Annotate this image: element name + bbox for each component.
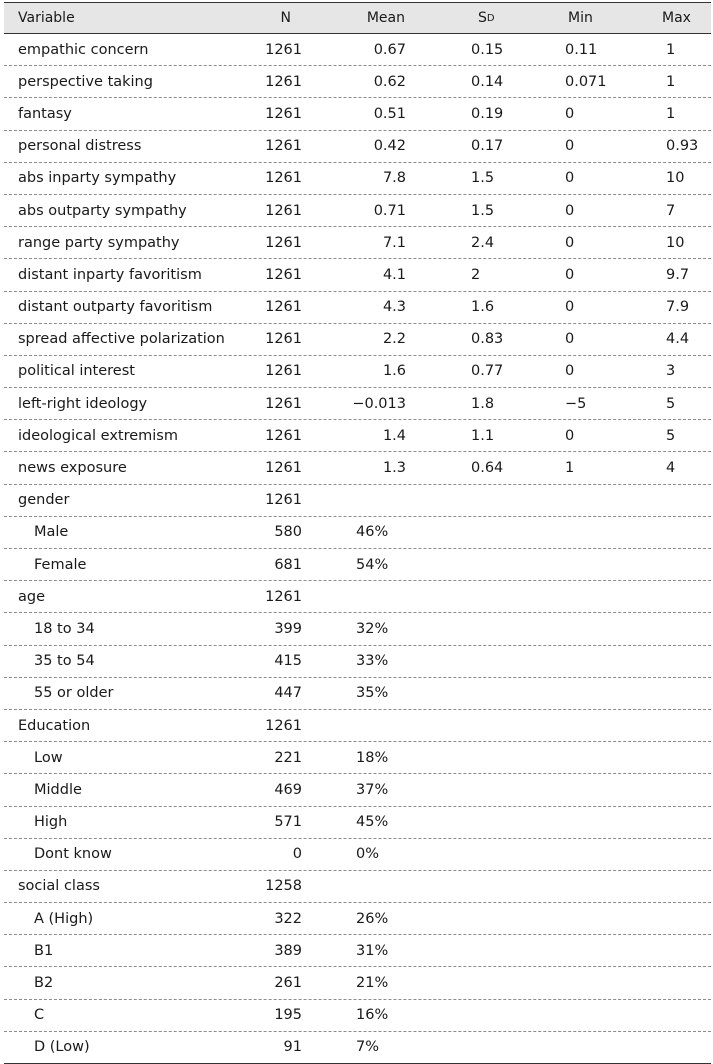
table-row bbox=[4, 292, 711, 324]
cell-min: 0 bbox=[565, 138, 575, 155]
cell-n: 1261 bbox=[265, 138, 302, 155]
cell-max: 1 bbox=[666, 73, 676, 90]
cell-variable: 18 to 34 bbox=[34, 620, 95, 637]
cell-n: 261 bbox=[274, 975, 302, 992]
cell-percent: 26% bbox=[356, 910, 389, 927]
cell-variable: B1 bbox=[34, 942, 54, 959]
cell-variable: abs outparty sympathy bbox=[18, 202, 187, 219]
cell-variable: 35 to 54 bbox=[34, 653, 95, 670]
cell-variable: High bbox=[34, 814, 68, 831]
cell-n: 0 bbox=[292, 846, 302, 863]
cell-max: 9.7 bbox=[666, 266, 690, 283]
cell-variable: C bbox=[34, 1007, 45, 1024]
cell-variable: empathic concern bbox=[18, 41, 149, 58]
header-mean: Mean bbox=[366, 10, 405, 26]
cell-n: 1261 bbox=[265, 588, 302, 605]
table-subrow bbox=[4, 967, 711, 999]
table-row bbox=[4, 66, 711, 98]
cell-min: 0 bbox=[565, 105, 575, 122]
cell-mean: 0.67 bbox=[373, 41, 406, 58]
table-body bbox=[4, 34, 711, 1064]
cell-n: 415 bbox=[274, 653, 302, 670]
header-variable: Variable bbox=[18, 10, 75, 26]
cell-variable: age bbox=[18, 588, 46, 605]
cell-variable: D (Low) bbox=[34, 1039, 90, 1056]
cell-n: 1258 bbox=[265, 878, 302, 895]
table-subrow bbox=[4, 1000, 711, 1032]
table-row bbox=[4, 259, 711, 291]
cell-variable: Middle bbox=[34, 781, 82, 798]
cell-n: 1261 bbox=[265, 395, 302, 412]
cell-min: 1 bbox=[565, 460, 575, 477]
cell-sd: 2 bbox=[471, 266, 481, 283]
cell-variable: Dont know bbox=[34, 846, 112, 863]
cell-percent: 37% bbox=[356, 781, 389, 798]
cell-max: 10 bbox=[666, 234, 685, 251]
cell-n: 1261 bbox=[265, 266, 302, 283]
cell-mean: 4.3 bbox=[382, 299, 406, 316]
table-header-row bbox=[4, 2, 711, 34]
cell-max: 1 bbox=[666, 41, 676, 58]
cell-n: 1261 bbox=[265, 73, 302, 90]
table-subrow bbox=[4, 774, 711, 806]
cell-n: 1261 bbox=[265, 460, 302, 477]
table-subrow bbox=[4, 935, 711, 967]
cell-percent: 54% bbox=[356, 556, 389, 573]
cell-max: 7.9 bbox=[666, 299, 690, 316]
cell-variable: Low bbox=[34, 749, 63, 766]
table-row bbox=[4, 871, 711, 903]
cell-max: 4.4 bbox=[666, 331, 690, 348]
cell-variable: political interest bbox=[18, 363, 135, 380]
cell-mean: 0.62 bbox=[373, 73, 406, 90]
cell-mean: 0.42 bbox=[373, 138, 406, 155]
cell-min: 0 bbox=[565, 331, 575, 348]
cell-min: 0 bbox=[565, 299, 575, 316]
cell-n: 469 bbox=[274, 781, 302, 798]
cell-sd: 0.15 bbox=[471, 41, 504, 58]
table-row bbox=[4, 131, 711, 163]
table-subrow bbox=[4, 678, 711, 710]
cell-variable: social class bbox=[18, 878, 100, 895]
cell-variable: distant outparty favoritism bbox=[18, 299, 213, 316]
cell-n: 1261 bbox=[265, 331, 302, 348]
cell-mean: −0.013 bbox=[352, 395, 406, 412]
header-sd-smallcaps: D bbox=[486, 12, 495, 24]
table-subrow bbox=[4, 549, 711, 581]
table-subrow bbox=[4, 1032, 711, 1064]
cell-n: 399 bbox=[274, 620, 302, 637]
table-row bbox=[4, 227, 711, 259]
cell-min: 0 bbox=[565, 170, 575, 187]
cell-percent: 32% bbox=[356, 620, 389, 637]
table-row bbox=[4, 388, 711, 420]
cell-min: 0.071 bbox=[565, 73, 607, 90]
table-subrow bbox=[4, 517, 711, 549]
cell-percent: 21% bbox=[356, 975, 389, 992]
cell-mean: 1.3 bbox=[382, 460, 406, 477]
cell-variable: gender bbox=[18, 492, 70, 509]
cell-variable: abs inparty sympathy bbox=[18, 170, 177, 187]
cell-variable: B2 bbox=[34, 975, 54, 992]
cell-sd: 0.83 bbox=[471, 331, 504, 348]
cell-n: 389 bbox=[274, 942, 302, 959]
cell-sd: 0.77 bbox=[471, 363, 504, 380]
table-row bbox=[4, 163, 711, 195]
cell-sd: 2.4 bbox=[471, 234, 495, 251]
header-sd bbox=[478, 3, 495, 33]
cell-min: 0 bbox=[565, 202, 575, 219]
cell-n: 447 bbox=[274, 685, 302, 702]
cell-max: 7 bbox=[666, 202, 676, 219]
table-row bbox=[4, 581, 711, 613]
header-n: N bbox=[280, 10, 291, 26]
cell-max: 5 bbox=[666, 395, 676, 412]
cell-mean: 1.4 bbox=[382, 427, 406, 444]
table-subrow bbox=[4, 839, 711, 871]
cell-mean: 2.2 bbox=[382, 331, 406, 348]
table-row bbox=[4, 195, 711, 227]
cell-variable: Education bbox=[18, 717, 91, 734]
cell-percent: 16% bbox=[356, 1007, 389, 1024]
cell-sd: 0.64 bbox=[471, 460, 504, 477]
cell-sd: 1.1 bbox=[471, 427, 495, 444]
cell-sd: 0.14 bbox=[471, 73, 504, 90]
cell-mean: 0.51 bbox=[373, 105, 406, 122]
cell-max: 5 bbox=[666, 427, 676, 444]
cell-sd: 1.8 bbox=[471, 395, 495, 412]
table-subrow bbox=[4, 903, 711, 935]
cell-variable: fantasy bbox=[18, 105, 72, 122]
table-row bbox=[4, 452, 711, 484]
table-subrow bbox=[4, 613, 711, 645]
cell-n: 1261 bbox=[265, 41, 302, 58]
table-row bbox=[4, 710, 711, 742]
cell-min: 0 bbox=[565, 427, 575, 444]
table-subrow bbox=[4, 646, 711, 678]
cell-mean: 4.1 bbox=[382, 266, 406, 283]
cell-variable: range party sympathy bbox=[18, 234, 180, 251]
cell-n: 322 bbox=[274, 910, 302, 927]
cell-n: 195 bbox=[274, 1007, 302, 1024]
descriptive-statistics-table bbox=[4, 2, 711, 1064]
cell-percent: 18% bbox=[356, 749, 389, 766]
cell-percent: 7% bbox=[356, 1039, 380, 1056]
cell-max: 10 bbox=[666, 170, 685, 187]
cell-n: 221 bbox=[274, 749, 302, 766]
cell-min: 0 bbox=[565, 266, 575, 283]
cell-n: 681 bbox=[274, 556, 302, 573]
cell-variable: perspective taking bbox=[18, 73, 153, 90]
cell-percent: 33% bbox=[356, 653, 389, 670]
cell-variable: Female bbox=[34, 556, 87, 573]
cell-percent: 45% bbox=[356, 814, 389, 831]
cell-variable: 55 or older bbox=[34, 685, 114, 702]
cell-mean: 0.71 bbox=[373, 202, 406, 219]
table-row bbox=[4, 34, 711, 66]
cell-sd: 1.6 bbox=[471, 299, 495, 316]
table-subrow bbox=[4, 742, 711, 774]
cell-variable: news exposure bbox=[18, 460, 127, 477]
cell-n: 1261 bbox=[265, 363, 302, 380]
table-row bbox=[4, 356, 711, 388]
cell-n: 1261 bbox=[265, 299, 302, 316]
table-subrow bbox=[4, 807, 711, 839]
cell-variable: A (High) bbox=[34, 910, 94, 927]
cell-max: 1 bbox=[666, 105, 676, 122]
header-min: Min bbox=[568, 10, 593, 26]
cell-min: 0.11 bbox=[565, 41, 598, 58]
header-sd-initial: S bbox=[478, 10, 487, 26]
table-row bbox=[4, 420, 711, 452]
cell-variable: distant inparty favoritism bbox=[18, 266, 202, 283]
cell-variable: Male bbox=[34, 524, 69, 541]
cell-mean: 7.1 bbox=[382, 234, 406, 251]
cell-n: 1261 bbox=[265, 234, 302, 251]
cell-n: 1261 bbox=[265, 202, 302, 219]
cell-n: 1261 bbox=[265, 492, 302, 509]
table-row bbox=[4, 485, 711, 517]
cell-n: 1261 bbox=[265, 105, 302, 122]
cell-variable: left-right ideology bbox=[18, 395, 148, 412]
cell-sd: 1.5 bbox=[471, 202, 495, 219]
cell-variable: personal distress bbox=[18, 138, 142, 155]
cell-mean: 1.6 bbox=[382, 363, 406, 380]
table-row bbox=[4, 98, 711, 130]
cell-percent: 31% bbox=[356, 942, 389, 959]
cell-variable: ideological extremism bbox=[18, 427, 178, 444]
cell-min: 0 bbox=[565, 234, 575, 251]
cell-n: 91 bbox=[283, 1039, 302, 1056]
cell-max: 0.93 bbox=[666, 138, 699, 155]
cell-variable: spread affective polarization bbox=[18, 331, 225, 348]
cell-n: 571 bbox=[274, 814, 302, 831]
header-max: Max bbox=[662, 10, 691, 26]
cell-mean: 7.8 bbox=[382, 170, 406, 187]
cell-n: 580 bbox=[274, 524, 302, 541]
cell-percent: 35% bbox=[356, 685, 389, 702]
table-row bbox=[4, 324, 711, 356]
cell-percent: 0% bbox=[356, 846, 380, 863]
cell-sd: 0.17 bbox=[471, 138, 504, 155]
cell-max: 4 bbox=[666, 460, 676, 477]
cell-max: 3 bbox=[666, 363, 676, 380]
cell-percent: 46% bbox=[356, 524, 389, 541]
cell-min: 0 bbox=[565, 363, 575, 380]
cell-n: 1261 bbox=[265, 170, 302, 187]
cell-min: −5 bbox=[565, 395, 587, 412]
cell-n: 1261 bbox=[265, 717, 302, 734]
cell-sd: 1.5 bbox=[471, 170, 495, 187]
cell-sd: 0.19 bbox=[471, 105, 504, 122]
cell-n: 1261 bbox=[265, 427, 302, 444]
